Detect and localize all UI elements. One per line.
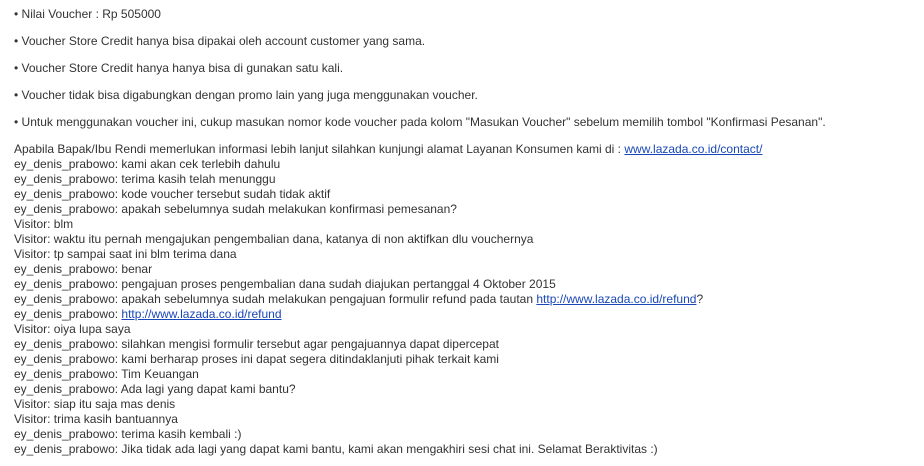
chat-message: ey_denis_prabowo: terima kasih kembali :)	[14, 427, 242, 441]
chat-message: ey_denis_prabowo: pengajuan proses pengembalian dana sudah diajukan pertanggal 4 Oktober 2015	[14, 277, 556, 291]
chat-message: Visitor: tp sampai saat ini blm terima dana	[14, 247, 237, 261]
chat-message: Visitor: oiya lupa saya	[14, 322, 131, 336]
voucher-value-item: • Nilai Voucher : Rp 505000	[14, 7, 161, 21]
refund-link[interactable]: http://www.lazada.co.id/refund	[536, 292, 697, 306]
chat-message-text: ?	[696, 292, 704, 306]
chat-message: ey_denis_prabowo: Jika tidak ada lagi yang dapat kami bantu, kami akan mengakhiri sesi chat ini. Selamat Beraktivitas :)	[14, 442, 658, 456]
refund-link[interactable]: http://www.lazada.co.id/refund	[121, 307, 282, 321]
chat-message	[14, 307, 919, 322]
voucher-rule-item: • Voucher tidak bisa digabungkan dengan promo lain yang juga menggunakan voucher.	[14, 88, 478, 102]
voucher-rule-item: • Voucher Store Credit hanya hanya bisa di gunakan satu kali.	[14, 61, 344, 75]
chat-message: Visitor: siap itu saja mas denis	[14, 397, 176, 411]
chat-message-text: ey_denis_prabowo:	[14, 307, 122, 321]
chat-message: ey_denis_prabowo: Ada lagi yang dapat kami bantu?	[14, 382, 296, 396]
chat-message: ey_denis_prabowo: kami akan cek terlebih dahulu	[14, 157, 281, 171]
email-content	[14, 7, 919, 457]
info-text: Apabila Bapak/Ibu Rendi memerlukan informasi lebih lanjut silahkan kunjungi alamat Layanan Konsumen kami di :	[14, 142, 625, 156]
chat-message: Visitor: trima kasih bantuannya	[14, 412, 178, 426]
chat-message: ey_denis_prabowo: apakah sebelumnya sudah melakukan konfirmasi pemesanan?	[14, 202, 457, 216]
chat-message	[14, 292, 919, 307]
chat-message: ey_denis_prabowo: kami berharap proses ini dapat segera ditindaklanjuti pihak terkait kami	[14, 352, 499, 366]
chat-message: ey_denis_prabowo: silahkan mengisi formulir tersebut agar pengajuannya dapat dipercepat	[14, 337, 499, 351]
chat-transcript	[14, 142, 919, 457]
chat-message: Visitor: waktu itu pernah mengajukan pengembalian dana, katanya di non aktifkan dlu vouchernya	[14, 232, 534, 246]
chat-message: ey_denis_prabowo: benar	[14, 262, 153, 276]
chat-message: Visitor: blm	[14, 217, 74, 231]
chat-message: ey_denis_prabowo: terima kasih telah menunggu	[14, 172, 276, 186]
contact-link[interactable]: www.lazada.co.id/contact/	[624, 142, 763, 156]
chat-message: ey_denis_prabowo: Tim Keuangan	[14, 367, 199, 381]
info-line	[14, 142, 919, 157]
chat-message: ey_denis_prabowo: kode voucher tersebut sudah tidak aktif	[14, 187, 331, 201]
voucher-rule-item: • Voucher Store Credit hanya bisa dipakai oleh account customer yang sama.	[14, 34, 426, 48]
chat-message-text: ey_denis_prabowo: apakah sebelumnya sudah melakukan pengajuan formulir refund pada tautan	[14, 292, 537, 306]
voucher-rule-item: • Untuk menggunakan voucher ini, cukup masukan nomor kode voucher pada kolom "Masukan Voucher" sebelum memilih tombol "Konfirmasi Pesanan".	[14, 115, 826, 129]
